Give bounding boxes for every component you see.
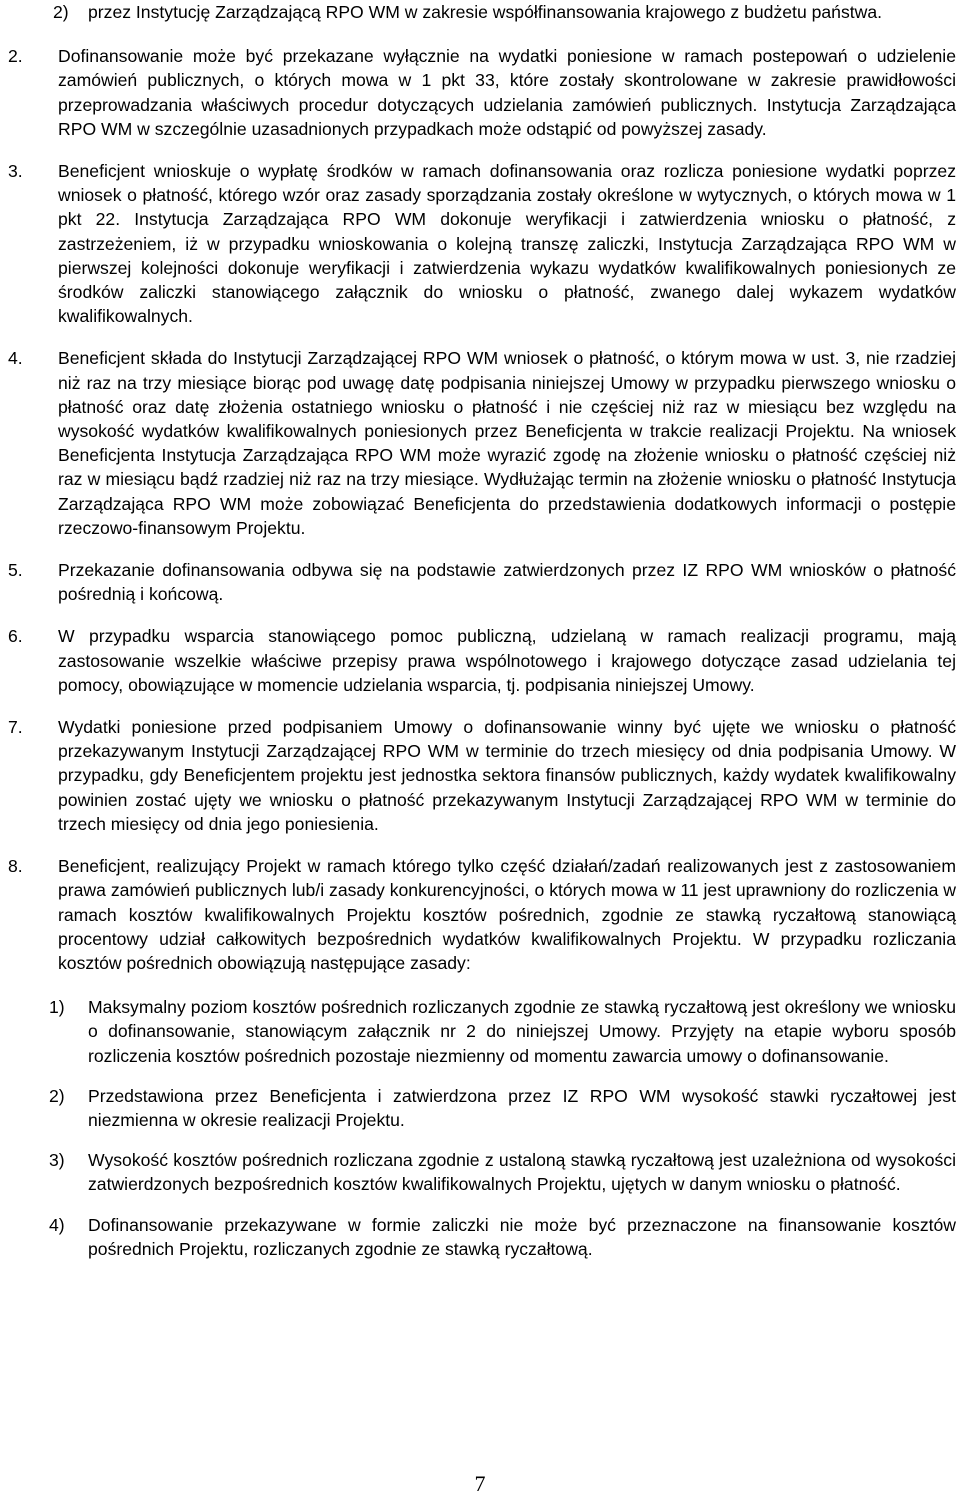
sublist-item-text: Dofinansowanie przekazywane w formie zaliczki nie może być przeznaczone na finansowanie kosztów pośrednich Projektu, rozliczanych zgodnie ze stawką ryczałtową. [88,1214,956,1259]
sublist-item-3 [8,1148,956,1196]
list-item-8 [8,854,956,1261]
sublist-item-2 [8,1084,956,1132]
list-item-text: Beneficjent wnioskuje o wypłatę środków w ramach dofinansowania oraz rozlicza poniesione wydatki poprzez wniosek o płatność, którego wzór oraz zasady sporządzania zostały określone w wytycznych, o których mowa w 1 pkt 22. Instytucja Zarządzająca RPO WM dokonuje weryfikacji i zatwierdzenia wniosku o płatność, z zastrzeżeniem, iż w przypadku wnioskowania o kolejną transzę zaliczki, Instytucja Zarządzająca RPO WM w pierwszej kolejności dokonuje weryfikacji i zatwierdzenia wykazu wydatków kwalifikowalnych poniesionych ze środków zaliczki stanowiącego załącznik do wniosku o płatność, zwanego dalej wykazem wydatków kwalifikowalnych. [58,161,956,327]
list-item-number: 7. [8,717,23,738]
intro-text: przez Instytucję Zarządzającą RPO WM w zakresie współfinansowania krajowego z budżetu państwa. [88,2,883,22]
sublist-item-number: 4) [49,1214,65,1235]
sublist-item-4 [8,1213,956,1261]
sublist-item-number: 1) [49,997,65,1018]
list-item-text: Beneficjent składa do Instytucji Zarządzającej RPO WM wniosek o płatność, o którym mowa w ust. 3, nie rzadziej niż raz na trzy miesiące biorąc pod uwagę datę podpisania niniejszej Umowy w przypadku pierwszego wniosku o płatność oraz datę złożenia ostatniego wniosku o płatność i nie częściej niż raz w miesiącu bez względu na wysokość wydatków kwalifikowalnych poniesionych przez Beneficjenta w trakcie realizacji Projektu. Na wniosek Beneficjenta Instytucja Zarządzająca RPO WM może wyrazić zgodę na złożenie wniosku o płatność częściej niż raz w miesiącu bądź rzadziej niż raz na trzy miesiące. Wydłużając termin na złożenie wniosku o płatność Instytucja Zarządzająca RPO WM może zobowiązać Beneficjenta do przedstawienia dodatkowych informacji o postępie rzeczowo-finansowym Projektu. [58,348,956,538]
list-item-number: 8. [8,856,23,877]
list-item-2 [8,44,956,141]
list-item-text: W przypadku wsparcia stanowiącego pomoc publiczną, udzielaną w ramach realizacji programu, mają zastosowanie wszelkie właściwe przepisy prawa wspólnotowego i krajowego dotyczące zasad udzielania tej pomocy, obowiązujące w momencie udzielania wsparcia, tj. podpisania niniejszej Umowy. [58,626,956,695]
sublist [8,995,956,1261]
list-item-number: 6. [8,626,23,647]
intro-number: 2) [53,2,69,22]
list-item-3 [8,159,956,328]
list-item-text: Wydatki poniesione przed podpisaniem Umowy o dofinansowanie winny być ujęte we wniosku o płatność przekazywanym Instytucji Zarządzającej RPO WM w terminie do trzech miesięcy od dnia podpisania Umowy. W przypadku, gdy Beneficjentem projektu jest jednostka sektora finansów publicznych, każdy wydatek kwalifikowalny powinien zostać ujęty we wniosku o płatność przekazywanym Instytucji Zarządzającej RPO WM w terminie do trzech miesięcy od dnia jego poniesienia. [58,717,956,834]
list-item-number: 4. [8,348,23,369]
sublist-item-number: 2) [49,1085,65,1106]
sublist-item-text: Przedstawiona przez Beneficjenta i zatwierdzona przez IZ RPO WM wysokość stawki ryczałtowej jest niezmienna w okresie realizacji Projektu. [88,1085,956,1130]
sublist-item-text: Wysokość kosztów pośrednich rozliczana zgodnie z ustaloną stawką ryczałtową jest uzależniona od wysokości zatwierdzonych bezpośrednich kosztów kwalifikowalnych Projektu, ujętych w danym wniosku o płatność. [88,1150,956,1195]
page-number: 7 [474,1471,486,1496]
list-item-7 [8,715,956,836]
list-item-text: Przekazanie dofinansowania odbywa się na podstawie zatwierdzonych przez IZ RPO WM wniosków o płatność pośrednią i końcową. [58,560,956,605]
list-item-4 [8,346,956,540]
list-item-number: 3. [8,161,23,182]
list-item-5 [8,558,956,606]
sublist-item-1 [8,995,956,1068]
list-item-text: Dofinansowanie może być przekazane wyłącznie na wydatki poniesione w ramach postepowań o udzielenie zamówień publicznych, o których mowa w 1 pkt 33, które zostały skontrolowane w zakresie prawidłowości przeprowadzania właściwych procedur dotyczących udzielania zamówień publicznych. Instytucja Zarządzająca RPO WM w szczególnie uzasadnionych przypadkach może odstąpić od powyższej zasady. [58,46,956,139]
list-item-number: 2. [8,46,23,67]
list-item-6 [8,624,956,697]
sublist-item-text: Maksymalny poziom kosztów pośrednich rozliczanych zgodnie ze stawką ryczałtową jest określony we wniosku o dofinansowanie, stanowiącym załącznik nr 2 do niniejszej Umowy. Przyjęty na etapie wyboru sposób rozliczenia kosztów pośrednich pozostaje niezmienny od momentu zawarcia umowy o dofinansowanie. [88,997,956,1066]
list-item-number: 5. [8,560,23,581]
sublist-item-number: 3) [49,1150,65,1171]
list-item-text: Beneficjent, realizujący Projekt w ramach którego tylko część działań/zadań realizowanych jest z zastosowaniem prawa zamówień publicznych lub/i zasady konkurencyjności, o których mowa w 11 jest uprawniony do rozliczenia w ramach kosztów kwalifikowalnych Projektu kosztów pośrednich, zgodnie ze stawką ryczałtową stanowiącą procentowy udział całkowitych bezpośrednich wydatków kwalifikowalnych Projektu. W przypadku rozliczania kosztów pośrednich obowiązują następujące zasady: [58,856,956,973]
intro-subitem [8,0,956,24]
